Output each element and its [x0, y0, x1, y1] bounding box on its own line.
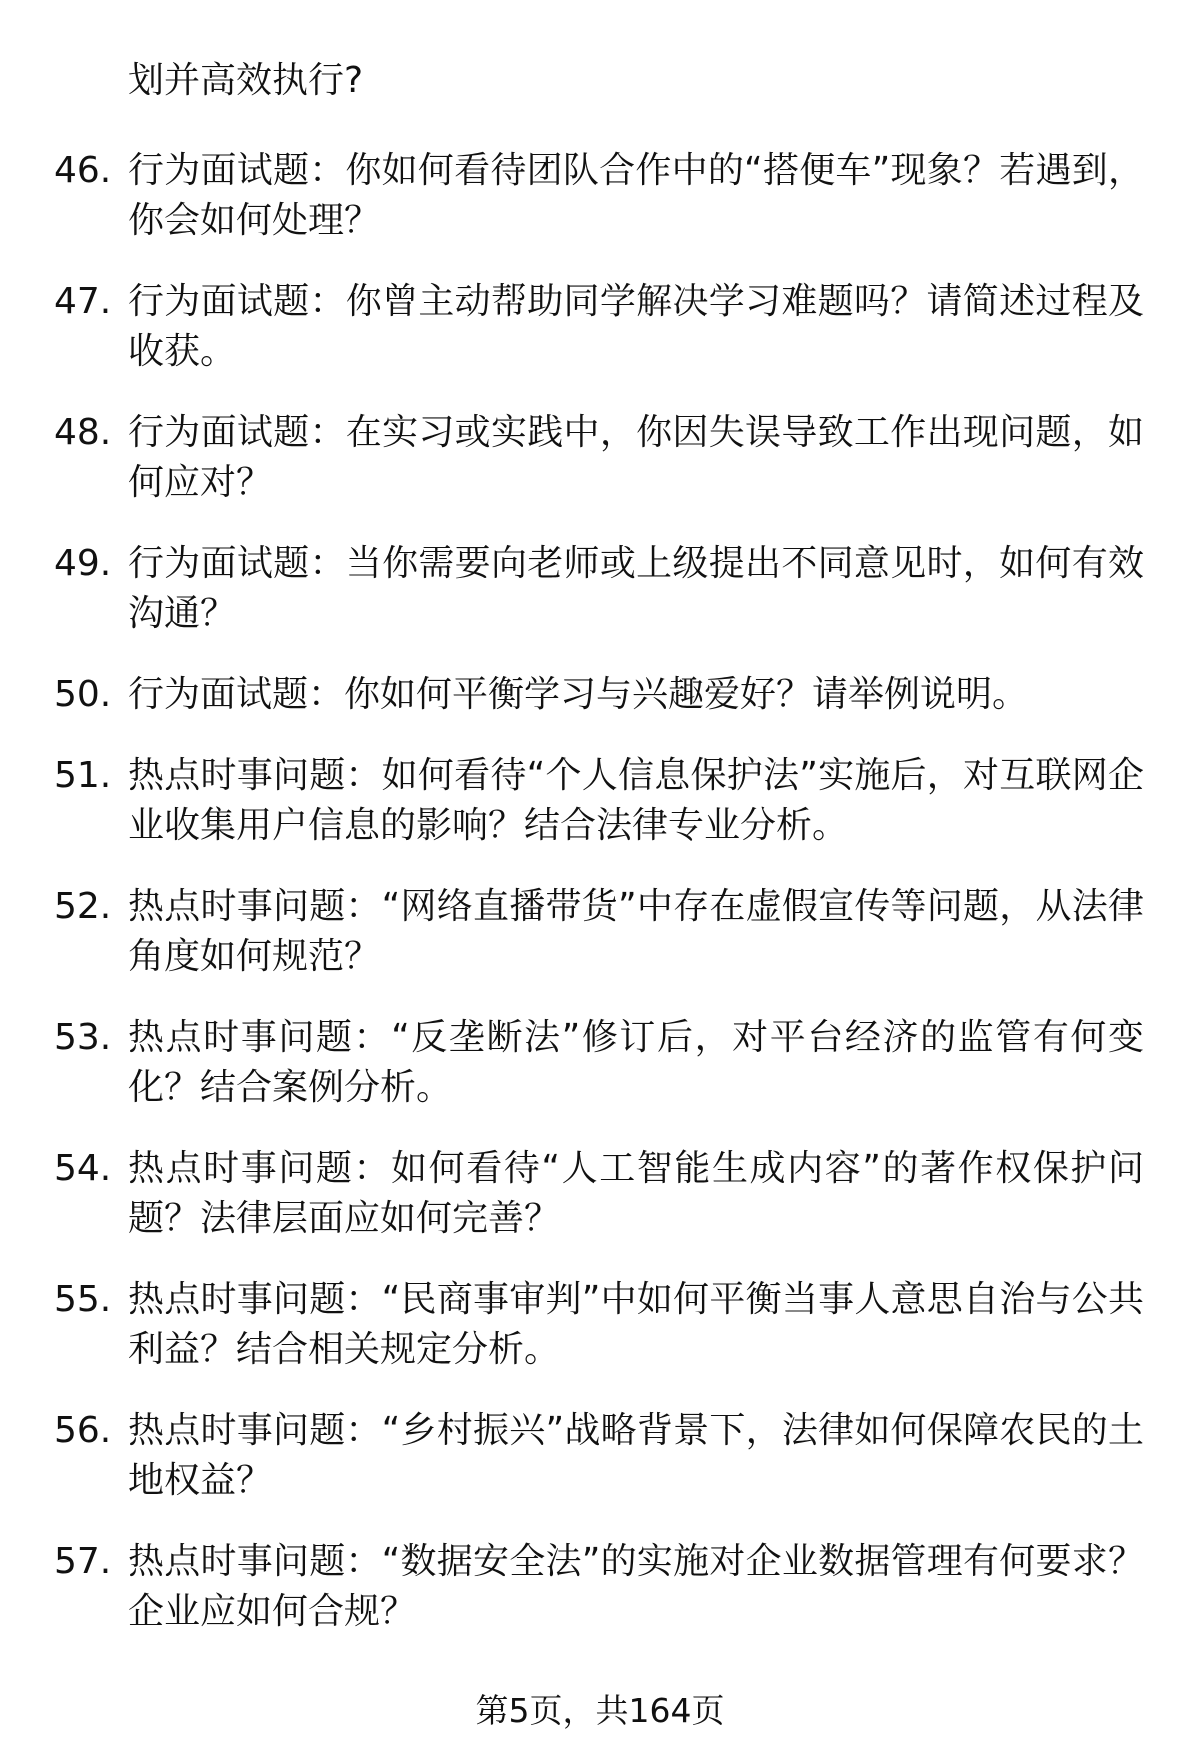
- question-number: 56.: [54, 1410, 112, 1451]
- question-number: 57.: [54, 1541, 112, 1582]
- question-text: 热点时事问题：“反垄断法”修订后，对平台经济的监管有何变化？结合案例分析。: [128, 1017, 1144, 1108]
- question-item: [54, 882, 1144, 982]
- question-item: [54, 1537, 1144, 1637]
- question-number: 49.: [54, 543, 112, 584]
- question-number: 48.: [54, 412, 112, 453]
- question-text: 热点时事问题：“民商事审判”中如何平衡当事人意思自治与公共利益？结合相关规定分析。: [128, 1279, 1144, 1370]
- question-item: [54, 1275, 1144, 1375]
- question-item: [54, 408, 1144, 508]
- question-number: 46.: [54, 150, 112, 191]
- question-number: 50.: [54, 674, 112, 715]
- page-footer: 第5页，共164页: [475, 1691, 725, 1730]
- question-number: 53.: [54, 1017, 112, 1058]
- question-item: [54, 1406, 1144, 1506]
- question-text: 行为面试题：在实习或实践中，你因失误导致工作出现问题，如何应对？: [128, 412, 1144, 503]
- question-text: 热点时事问题：如何看待“人工智能生成内容”的著作权保护问题？法律层面应如何完善？: [128, 1148, 1144, 1239]
- question-text: 热点时事问题：如何看待“个人信息保护法”实施后，对互联网企业收集用户信息的影响？结合法律专业分析。: [128, 755, 1144, 846]
- continued-question-text: 划并高效执行?: [128, 60, 364, 101]
- question-text: 热点时事问题：“网络直播带货”中存在虚假宣传等问题，从法律角度如何规范？: [128, 886, 1144, 977]
- question-item: [54, 670, 1144, 720]
- question-number: 55.: [54, 1279, 112, 1320]
- question-text: 行为面试题：你如何看待团队合作中的“搭便车”现象？若遇到，你会如何处理？: [128, 150, 1144, 241]
- question-text: 热点时事问题：“乡村振兴”战略背景下，法律如何保障农民的土地权益？: [128, 1410, 1144, 1501]
- question-item: [54, 751, 1144, 851]
- question-number: 54.: [54, 1148, 112, 1189]
- question-text: 行为面试题：当你需要向老师或上级提出不同意见时，如何有效沟通？: [128, 543, 1144, 634]
- question-text: 热点时事问题：“数据安全法”的实施对企业数据管理有何要求？企业应如何合规？: [128, 1541, 1144, 1632]
- question-item: [54, 146, 1144, 246]
- question-item: [54, 277, 1144, 377]
- question-text: 行为面试题：你如何平衡学习与兴趣爱好？请举例说明。: [128, 674, 1029, 715]
- question-text: 行为面试题：你曾主动帮助同学解决学习难题吗？请简述过程及收获。: [128, 281, 1144, 372]
- question-item: [54, 1144, 1144, 1244]
- question-number: 51.: [54, 755, 112, 796]
- question-item: [54, 1013, 1144, 1113]
- question-content: [54, 56, 1144, 1668]
- question-list: [54, 146, 1144, 1637]
- question-number: 52.: [54, 886, 112, 927]
- question-number: 47.: [54, 281, 112, 322]
- question-item: [54, 539, 1144, 639]
